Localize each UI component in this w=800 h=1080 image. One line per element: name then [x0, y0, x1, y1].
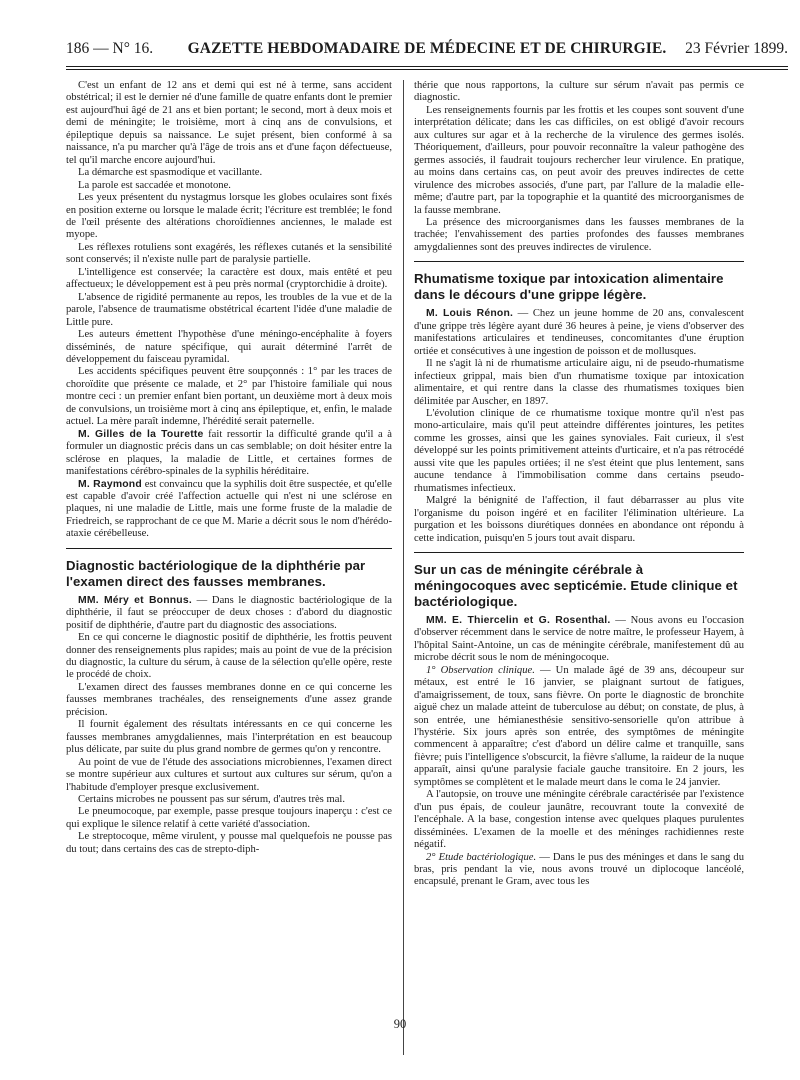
clinical-observation: [414, 665, 744, 790]
page-folio: 90: [393, 1017, 407, 1031]
continuation-text: thérie que nous rapportons, la culture sur sérum n'avait pas permis ce diagnostic.: [414, 80, 744, 104]
section-separator: [66, 548, 392, 549]
intro-paragraph-5: Les réflexes rotuliens sont exagérés, les réflexes cutanés et la sensibilité sont conservés; il n'existe nulle part de paralysie partielle.: [66, 241, 392, 266]
meningitis-lead-text: — Nous avons eu l'occasion d'observer récemment dans le service de notre maître, le professeur Hayem, à l'hôpital Saint-Antoine, un cas de méningite cérébrale, manifestement dû au microbe décrit sous le nom de méningocoque.: [414, 614, 744, 664]
right-column: [414, 80, 744, 1058]
author-raymond: M. Raymond: [78, 478, 142, 490]
section-separator: [414, 261, 744, 262]
page-issue-number: 186 — N° 16.: [66, 40, 154, 57]
right-paragraph-1: Les renseignements fournis par les frottis et les coupes sont souvent d'une interprétation délicate; dans les cas difficiles, on est obligé d'avoir recours aux cultures sur agar et à la recherche de la virulence des germes isolés. Théoriquement, d'ailleurs, pour pouvoir reconnaître la valeur pathogène des germes associés, il faudrait toujours rechercher leur virulence. En pratique, au moins dans certains cas, on peut avoir des preuves indirectes de cette virulence des microbes associés, d'une part, par l'allure de la maladie elle-même; d'autre part, par la topographie et la quantité des microorganismes de la fausse membrane.: [414, 104, 744, 216]
diphtheria-heading: Diagnostic bactériologique de la diphthérie par l'examen direct des fausses membranes.: [66, 557, 366, 589]
author-mery-bonnus: MM. Méry et Bonnus.: [78, 594, 192, 606]
clinical-observation-label: 1° Observation clinique.: [426, 664, 535, 676]
intro-paragraph-7: L'absence de rigidité permanente au repos, les troubles de la vue et de la parole, l'absence de traumatisme obstétrical écartent l'idée d'une maladie de Little pure.: [66, 291, 392, 328]
section-separator: [414, 552, 744, 553]
intro-paragraph-2: La démarche est spasmodique et vacillante.: [78, 167, 263, 179]
column-divider: [403, 80, 404, 1055]
meningitis-lead: [414, 615, 744, 665]
diphtheria-lead-text: — Dans le diagnostic bactériologique de la diphthérie, il faut se préoccuper de deux choses : d'abord du diagnostic positif de diphthérie, d'autre part du diagnostic des associations.: [66, 594, 392, 631]
right-paragraph-2: La présence des microorganismes dans les fausses membranes de la trachée; l'envahissement des parties profondes des fausses membranes amygdaliennes sont des preuves indirectes de virulence.: [414, 216, 744, 253]
rheumatism-paragraph-1: Il ne s'agit là ni de rhumatisme articulaire aigu, ni de pseudo-rhumatisme infectieux grippal, mais bien d'un rhumatisme toxique par intoxication alimentaire, et qui rentre dans la classe des rhumatismes toxiques bien délimitée par Auscher, en 1897.: [414, 358, 744, 407]
intro-paragraph-3: La parole est saccadée et monotone.: [78, 179, 231, 191]
rheumatism-paragraph-2: L'évolution clinique de ce rhumatisme toxique montre qu'il n'est pas mono-articulaire, mais qu'il peut atteindre différentes jointures, les petites comme les grosses, ainsi que les gaines synoviales. Fait curieux, il s'est développé sur les points primitivement atteints d'urticaire, et n'a pas rétrocédé aussi vite que les papules ortiées; il ne s'est éteint que plus lentement, sans aucune tendance à l'immobilisation comme dans certains pseudo-rhumatismes infectieux.: [414, 407, 744, 494]
raymond-text: est convaincu que la syphilis doit être suspectée, et qu'elle est capable d'avoir créé l'affection actuelle qui n'est ni une sclérose en plaques, ni une maladie de Little, mais une forme fruste de la maladie de Friedreich, se rapprochant de ce que M. Marie a décrit sous le nom d'hérédo-ataxie cérébelleuse.: [66, 478, 392, 540]
author-thiercelin-rosenthal: MM. E. Thiercelin et G. Rosenthal.: [426, 614, 611, 626]
diphtheria-paragraph-6: Le pneumocoque, par exemple, passe presque toujours inaperçu : c'est ce qui explique le silence relatif à cette variété d'association.: [66, 806, 392, 830]
author-renon: M. Louis Rénon.: [426, 308, 514, 320]
rheumatism-lead: [414, 308, 744, 358]
intro-paragraph-6: L'intelligence est conservée; la caractère est doux, mais entêté et peu affectueux; le développement est à peu près normal (cryptorchidie à droite).: [66, 266, 392, 291]
left-column: [66, 80, 392, 1058]
intro-paragraph-4: Les yeux présentent du nystagmus lorsque les globes oculaires sont fixés en position externe ou lorsque le malade écrit; l'écriture est tremblée; le fond de l'œil présente des altérations choroïdiennes anciennes, le malade est myope.: [66, 192, 392, 241]
meningitis-heading: Sur un cas de méningite cérébrale à méningocoques avec septicémie. Etude clinique et bactériologique.: [414, 561, 738, 609]
diphtheria-paragraph-2: L'examen direct des fausses membranes donne en ce qui concerne les fausses membranes trachéales, des renseignements d'une assez grande précision.: [66, 681, 392, 718]
rheumatism-heading: Rhumatisme toxique par intoxication alimentaire dans le décours d'une grippe légère.: [414, 271, 724, 303]
header-rule-bottom: [66, 69, 788, 70]
bacteriology-paragraph: [414, 852, 744, 889]
gilles-text: fait ressortir la difficulté grande qu'il a à formuler un diagnostic précis dans un cas semblable; on doit hésiter entre la sclérose en plaques, la maladie de Little, et certaines formes de manifestations cérébro-spinales de la syphilis héréditaire.: [66, 428, 392, 478]
bacteriology-label: 2° Etude bactériologique.: [426, 851, 537, 863]
intro-paragraph-1: C'est un enfant de 12 ans et demi qui est né à terme, sans accident obstétrical; il est le dernier né d'une famille de quatre enfants dont le premier est aujourd'hui âgé de 21 ans et bien portant; le second, mort à deux mois et demi de méningite; le troisième, mort à cinq ans de convulsions, et épileptique depuis sa naissance. Le sujet présent, bien conformé à sa naissance, n'a pu marcher qu'à l'âge de trois ans et d'une façon défectueuse, tel qu'il marche encore aujourd'hui.: [66, 80, 392, 166]
bacteriology-text: — Dans le pus des méninges et dans le sang du bras, pris pendant la vie, nous avons trouvé un diplocoque lancéolé, encapsulé, prenant le Gram, avec tous les: [414, 851, 744, 888]
diphtheria-paragraph-1: En ce qui concerne le diagnostic positif de diphthérie, les frottis peuvent donner des renseignements plus rapides; mais au point de vue de la précision du diagnostic, la culture du sérum, à cause de la sélection qu'elle opère, reste le procédé de choix.: [66, 632, 392, 681]
diphtheria-paragraph-7: Le streptocoque, même virulent, y pousse mal quelquefois ne pousse pas du tout; dans certains des cas de strepto-diph-: [66, 831, 392, 855]
gilles-paragraph: [66, 429, 392, 479]
journal-title: GAZETTE HEBDOMADAIRE DE MÉDECINE ET DE CHIRURGIE.: [187, 40, 667, 57]
issue-date: 23 Février 1899.: [685, 40, 788, 57]
rheumatism-lead-text: — Chez un jeune homme de 20 ans, convalescent d'une grippe très légère ayant duré 36 heures à peine, je viens d'observer des manifestations articulaires et tendineuses, concomitantes d'une éruption ortiée et consécutives à une ingestion de poisson et de mollusques.: [414, 308, 744, 357]
diphtheria-lead: [66, 595, 392, 632]
raymond-paragraph: [66, 479, 392, 541]
intro-paragraph-9: Les accidents spécifiques peuvent être soupçonnés : 1° par les traces de choroïdite que présente ce malade, et 2° par l'histoire familiale qui nous montre ceci : un premier enfant bien portant, un deuxième mort à deux mois de convulsions, un troisième mort à cinq ans épileptique, et, enfin, le malade actuel. La mère paraît indemne, l'hérédité serait paternelle.: [66, 366, 392, 428]
rheumatism-paragraph-3: Malgré la bénignité de l'affection, il faut débarrasser au plus vite l'organisme du poison ingéré et en faciliter l'élimination ultérieure. La purgation et les boissons diurétiques données en abondance ont répondu à cette indication, puisqu'en 5 jours tout avait disparu.: [414, 495, 744, 544]
diphtheria-paragraph-3: Il fournit également des résultats intéressants en ce qui concerne les fausses membranes amygdaliennes, mais l'interprétation en est beaucoup plus délicate, par suite du plus grand nombre de germes qu'on y rencontre.: [66, 719, 392, 756]
header-rule-top: [66, 66, 788, 67]
intro-paragraph-8: Les auteurs émettent l'hypothèse d'une méningo-encéphalite à foyers disséminés, de nature spécifique, qui aurait déterminé l'arrêt de développement du faisceau pyramidal.: [66, 329, 392, 365]
clinical-observation-text: — Un malade âgé de 39 ans, découpeur sur métaux, est entré le 16 janvier, se plaignant surtout de fatigues, d'amaigrissement, de toux, sans fièvre. On porte le diagnostic de bronchite aiguë chez un malade atteint de tuberculose au début; on constate, de plus, à son entrée, une hémianesthésie sensitivo-sensorielle qu'on attribue à l'hystérie. Six jours après son entrée, des symptômes de méningite commencent à apparaître; c'est d'abord un délire calme et tranquille, sans fièvre; puis l'intelligence s'obscurcit, la fièvre s'allume, la raideur de la nuque apparaît, ainsi qu'une paralysie faciale gauche transitoire. En 2 jours, les symptômes se complètent et le malade meurt dans le coma le 24 janvier.: [414, 664, 744, 788]
author-gilles: M. Gilles de la Tourette: [78, 428, 204, 440]
diphtheria-paragraph-4: Au point de vue de l'étude des associations microbiennes, l'examen direct se montre supérieur aux cultures et surtout aux cultures sur sérum, qu'on a l'habitude d'employer presque exclusivement.: [66, 756, 392, 793]
autopsy-paragraph: A l'autopsie, on trouve une méningite cérébrale caractérisée par l'existence d'un pus épais, de couleur jaunâtre, recouvrant toute la convexité de l'encéphale. A la base, congestion intense avec quelques plaques purulentes disséminées. L'examen de la moelle et des méninges rachidiennes reste négatif.: [414, 789, 744, 851]
running-header: [66, 40, 788, 64]
diphtheria-paragraph-5: Certains microbes ne poussent pas sur sérum, d'autres très mal.: [78, 794, 345, 806]
